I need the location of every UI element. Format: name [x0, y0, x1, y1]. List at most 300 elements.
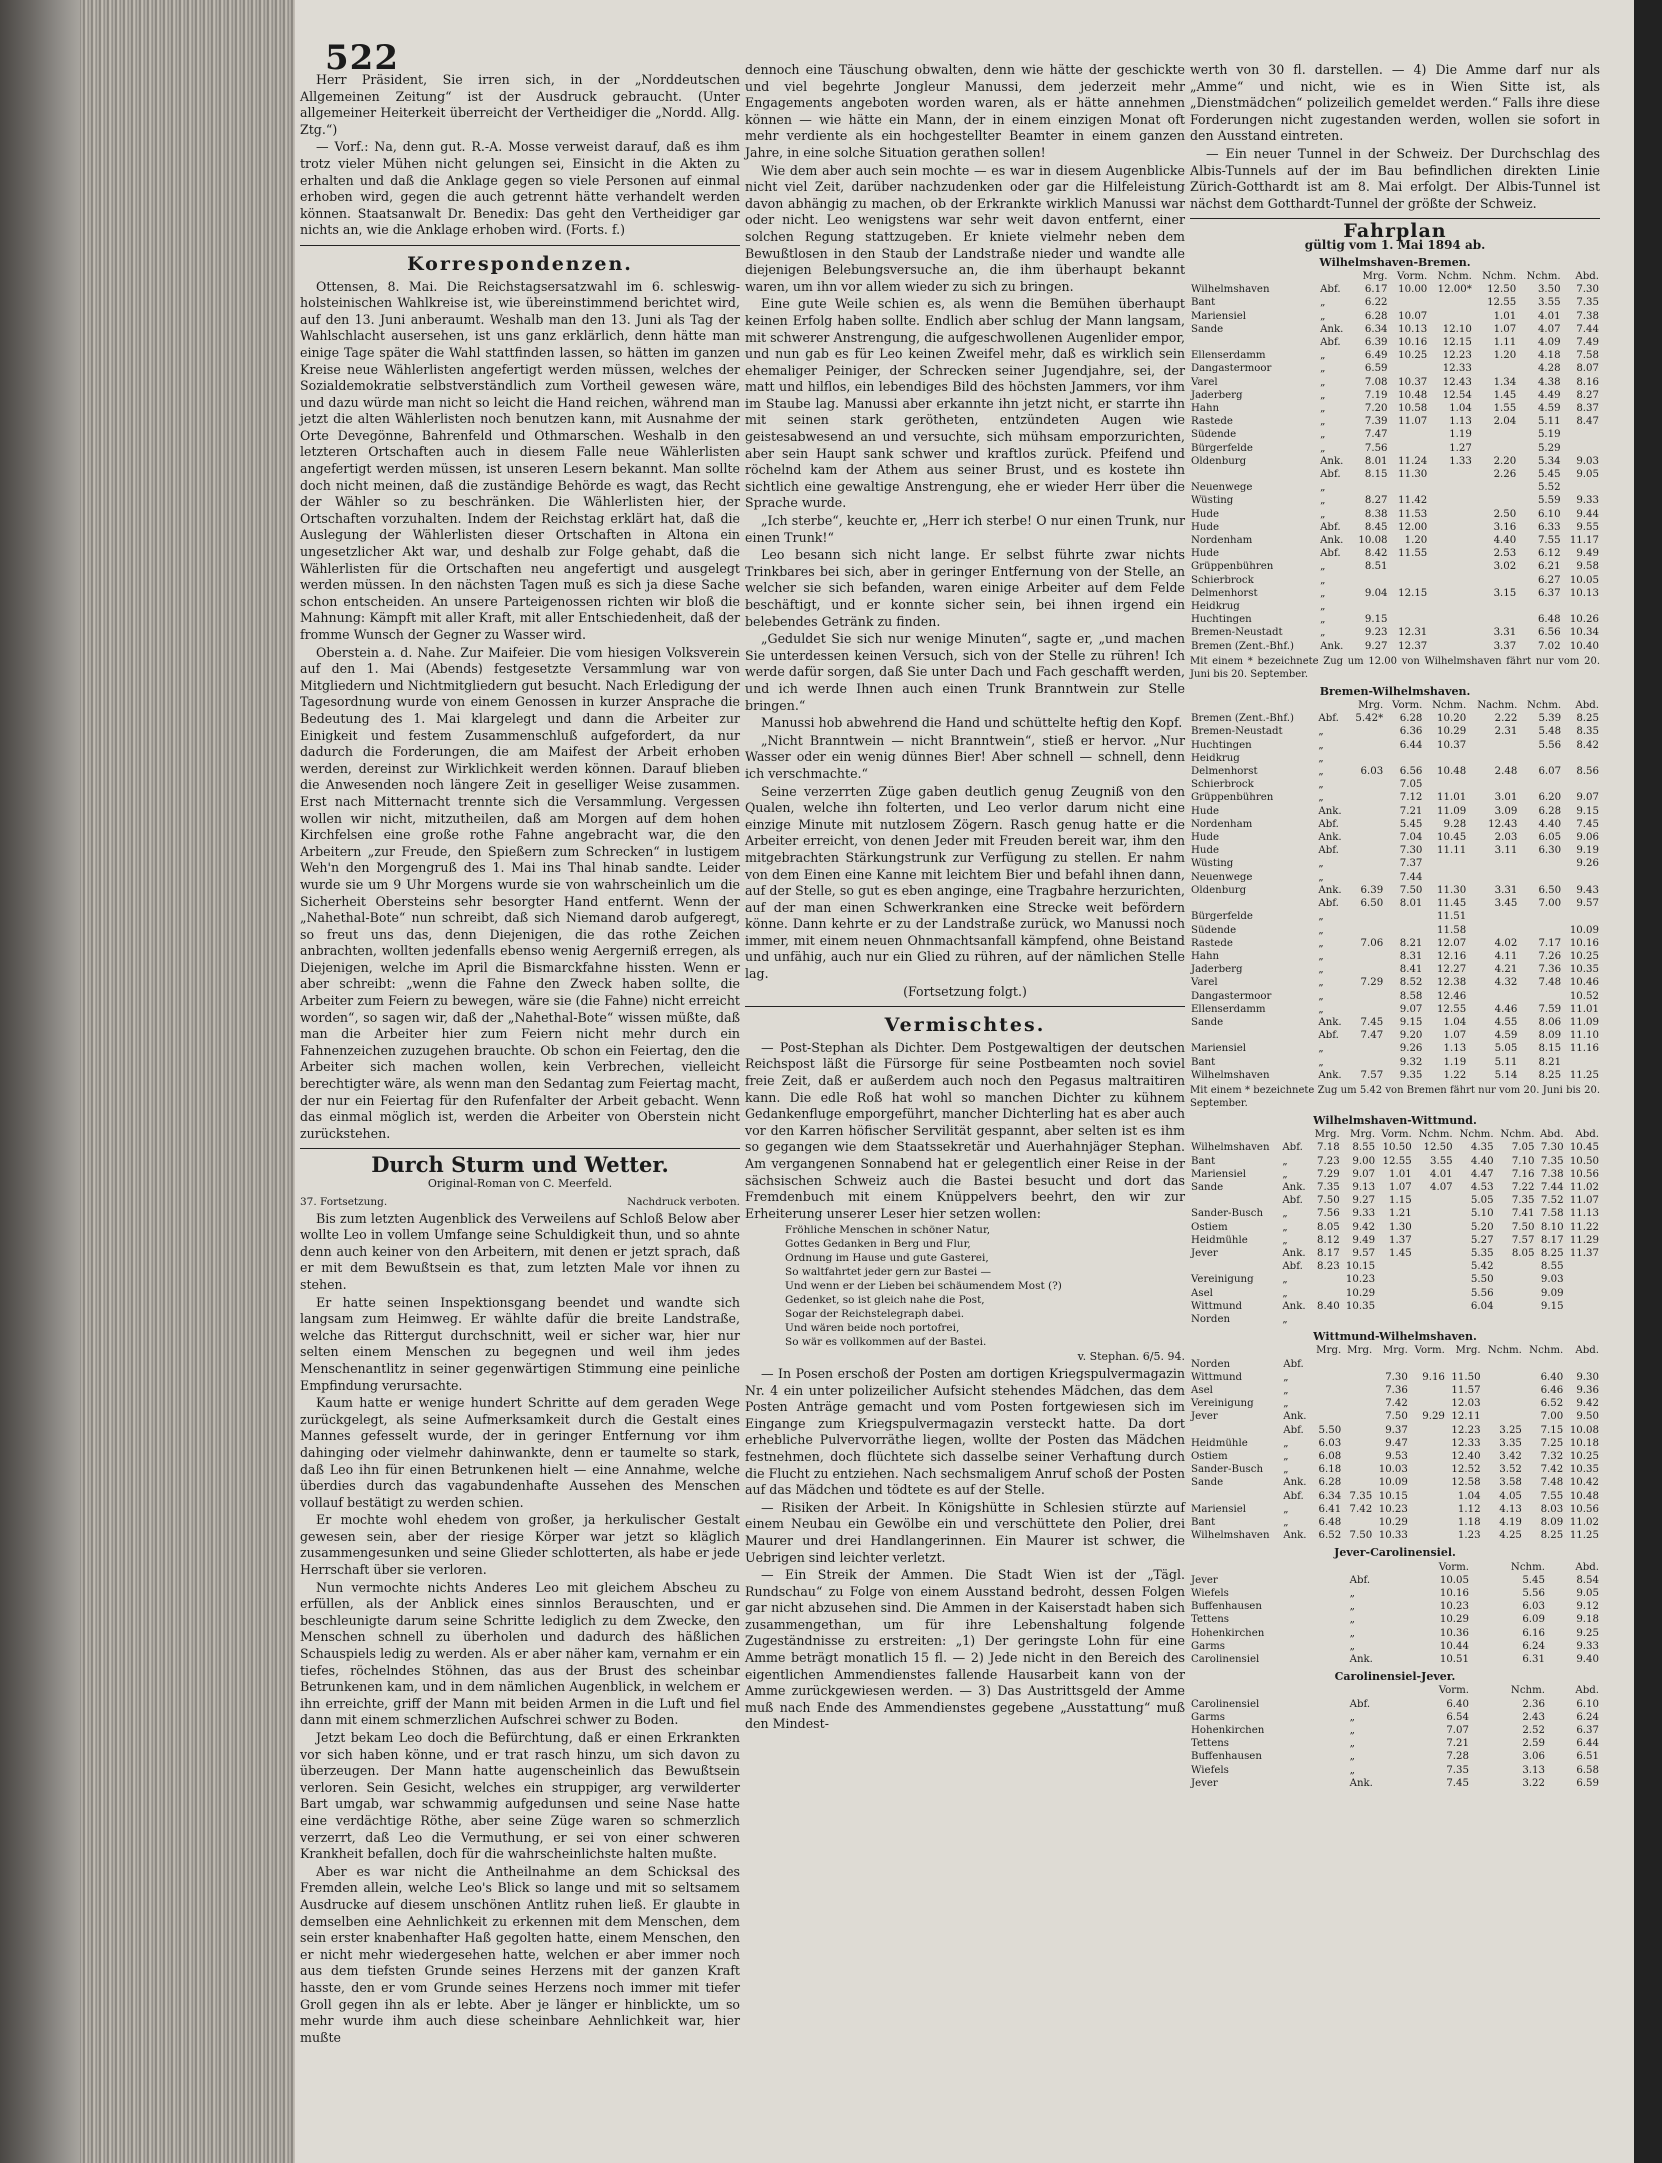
departure-time [1446, 1358, 1482, 1371]
timetable-row [1190, 990, 1600, 1003]
departure-time: 7.36 [1538, 964, 1562, 976]
timetable-row [1190, 283, 1600, 296]
departure-time: 9.26 [1399, 1043, 1423, 1055]
departure-time: 6.20 [1538, 792, 1562, 804]
departure-time: 9.19 [1576, 845, 1599, 857]
arrival-departure-mark: „ [1320, 495, 1326, 507]
timetable-row [1190, 547, 1600, 560]
departure-time: 10.52 [1569, 990, 1599, 1002]
departure-time [1428, 587, 1473, 600]
timetable-row [1190, 1247, 1600, 1260]
departure-time: 7.55 [1540, 1490, 1564, 1502]
departure-time: 6.44 [1576, 1738, 1599, 1750]
timetable-row [1190, 534, 1600, 547]
departure-time: 6.40 [1540, 1371, 1564, 1383]
departure-time [1413, 1207, 1454, 1220]
departure-time [1376, 1300, 1413, 1313]
departure-time: 2.22 [1494, 713, 1518, 725]
station-name [1190, 1029, 1317, 1042]
departure-time: 3.01 [1494, 792, 1518, 804]
departure-time: 4.46 [1494, 1003, 1518, 1015]
departure-time: 9.00 [1352, 1155, 1376, 1167]
novel-title: Durch Sturm und Wetter. [371, 1152, 669, 1178]
arrival-departure-mark: „ [1283, 1437, 1289, 1449]
departure-time [1409, 1450, 1446, 1463]
departure-time: 8.07 [1576, 363, 1599, 375]
departure-time: 6.04 [1470, 1300, 1494, 1312]
timetable-row [1190, 1424, 1600, 1437]
departure-time: 5.48 [1538, 726, 1562, 738]
station-name: Hude [1191, 508, 1219, 520]
arrival-departure-mark: „ [1349, 1614, 1355, 1626]
timetable-header-cell [1190, 1128, 1281, 1141]
departure-time: 4.07 [1537, 323, 1561, 335]
departure-time: 11.10 [1569, 1030, 1599, 1042]
departure-time [1467, 910, 1518, 923]
departure-time [1473, 442, 1517, 455]
arrival-departure-mark: „ [1349, 1751, 1355, 1763]
departure-time: 7.57 [1511, 1234, 1535, 1246]
departure-time: 7.26 [1538, 950, 1562, 962]
station-name: Bremen-Neustadt [1191, 627, 1283, 639]
arrival-departure-mark: „ [1318, 752, 1324, 764]
arrival-departure-mark: Abf. [1283, 1424, 1304, 1436]
departure-time: 12.40 [1451, 1451, 1481, 1463]
station-name: Delmenhorst [1191, 766, 1258, 778]
departure-time: 4.11 [1494, 950, 1518, 962]
departure-time: 12.33 [1442, 363, 1472, 375]
departure-time [1428, 600, 1473, 613]
novel-meta [300, 1195, 740, 1209]
arrival-departure-mark: Abf. [1318, 845, 1339, 857]
page-number: 522 [325, 38, 399, 78]
departure-time: 8.45 [1364, 521, 1388, 533]
arrival-departure-mark: Abf. [1318, 818, 1339, 830]
departure-time: 7.56 [1364, 442, 1388, 454]
timetable-header-row [1190, 1561, 1600, 1574]
departure-time: 11.30 [1398, 469, 1428, 480]
departure-time: 8.54 [1576, 1574, 1599, 1586]
departure-time [1409, 1358, 1446, 1371]
departure-time: 11.02 [1569, 1181, 1599, 1193]
departure-time [1413, 1273, 1454, 1286]
departure-time: 6.08 [1318, 1451, 1342, 1463]
news-item-stephan: — Post-Stephan als Dichter. Dem Postgewaltigen der deutschen Reichspost läßt die Fürsorge für seine Postbeamten noch soviel freie Zeit, daß er außerdem auch noch den Pegasus maltraitiren kann. Die edle Roß hat wohl so manchen Dichter zu kühnem Gedankenfluge emporgeführt, mancher Dichterling hat es aber auch vor den Karren höfischer Servilität gespannt, aber selten ist es ihm so gegangen wie dem Staatssekretär und Auerhahnjäger Stephan. Am vergangenen Sonnabend hat er gelegentlich einer Reise in der sächsischen Schweiz auch die Bastei besucht und dort das Fremdenbuch mit einem Knüppelvers beehrt, den wir zur Erheiterung unserer Leser hier setzen wollen: [745, 1039, 1185, 1221]
timetable-header-cell: Mrg. [1350, 1129, 1376, 1141]
departure-time: 7.35 [1349, 1490, 1373, 1502]
arrival-departure-mark: Ank. [1282, 1247, 1306, 1259]
departure-time: 6.37 [1537, 587, 1561, 599]
departure-time [1409, 1476, 1446, 1489]
departure-time: 6.24 [1576, 1711, 1599, 1723]
departure-time: 1.04 [1443, 1016, 1467, 1028]
departure-time: 7.18 [1317, 1142, 1340, 1154]
arrival-departure-mark: „ [1283, 1517, 1289, 1529]
departure-time [1482, 1358, 1523, 1371]
timetable-row [1190, 1141, 1600, 1154]
timetable-row [1190, 1168, 1600, 1181]
arrival-departure-mark: Ank. [1282, 1181, 1306, 1193]
station-name: Wüsting [1191, 495, 1234, 507]
timetable-header-cell: Vorm. [1396, 270, 1428, 282]
departure-time: 1.45 [1493, 389, 1517, 401]
departure-time [1348, 831, 1384, 844]
departure-time [1428, 626, 1473, 639]
departure-time: 5.20 [1470, 1221, 1494, 1233]
departure-time [1428, 534, 1473, 547]
poem-signature: v. Stephan. 6/5. 94. [1077, 1350, 1185, 1364]
departure-time [1310, 1287, 1341, 1300]
departure-time [1342, 1516, 1373, 1529]
departure-time: 8.15 [1538, 1043, 1562, 1055]
departure-time: 10.45 [1569, 1142, 1599, 1154]
departure-time [1376, 1287, 1413, 1300]
departure-time: 8.55 [1540, 1261, 1564, 1273]
station-name: Südende [1191, 429, 1237, 441]
departure-time [1350, 600, 1388, 613]
departure-time [1348, 778, 1384, 791]
station-name: Carolinensiel [1191, 1654, 1260, 1666]
departure-time: 6.16 [1522, 1627, 1545, 1639]
departure-time: 12.46 [1437, 990, 1467, 1002]
departure-time: 11.57 [1451, 1385, 1481, 1396]
poem-line: Ordnung im Hause und gute Gasterei, [785, 1252, 989, 1265]
departure-time: 11.09 [1437, 805, 1467, 817]
departure-time: 10.29 [1345, 1287, 1376, 1299]
timetable-row [1190, 428, 1600, 441]
arrival-departure-mark: „ [1282, 1234, 1288, 1246]
arrival-departure-mark: „ [1320, 561, 1326, 573]
timetable-row [1190, 1221, 1600, 1234]
timetable-row [1190, 1042, 1600, 1055]
departure-time: 8.23 [1317, 1261, 1340, 1273]
arrival-departure-mark: Ank. [1349, 1654, 1373, 1666]
station-name: Dangastermoor [1191, 363, 1272, 375]
departure-time [1409, 1529, 1446, 1542]
departure-time: 11.25 [1569, 1530, 1599, 1542]
timetable-row [1190, 402, 1600, 415]
station-name: Sander-Busch [1191, 1208, 1264, 1220]
timetable-row [1190, 778, 1600, 791]
departure-time: 4.40 [1493, 535, 1517, 547]
departure-time: 6.58 [1576, 1764, 1599, 1776]
departure-time: 9.13 [1352, 1181, 1376, 1193]
station-name: Jaderberg [1191, 964, 1243, 976]
departure-time [1342, 1463, 1373, 1476]
departure-time: 11.55 [1398, 548, 1428, 560]
departure-time: 4.05 [1499, 1490, 1522, 1502]
arrival-departure-mark: „ [1320, 627, 1326, 639]
departure-time: 6.59 [1364, 363, 1388, 375]
station-name: Rastede [1191, 937, 1233, 949]
departure-time: 4.07 [1429, 1181, 1453, 1193]
timetable-table [1190, 1684, 1600, 1790]
departure-time: 7.28 [1446, 1751, 1470, 1763]
departure-time: 9.04 [1364, 587, 1388, 599]
timetable-header-cell: Mrg. [1455, 1345, 1481, 1357]
station-name: Bant [1191, 297, 1216, 309]
departure-time: 8.55 [1352, 1142, 1376, 1154]
departure-time: 12.31 [1398, 627, 1428, 639]
timetable-row [1190, 1003, 1600, 1016]
timetable-row [1190, 1358, 1600, 1371]
departure-time [1350, 481, 1388, 494]
departure-time: 8.25 [1540, 1530, 1564, 1542]
departure-time: 2.03 [1494, 832, 1518, 844]
novel-paragraph: „Nicht Branntwein — nicht Branntwein“, stieß er hervor. „Nur Wasser oder ein wenig dünnes Bier! Aber schnell — schnell, denn ich verschmachte.“ [745, 732, 1185, 781]
timetable-header-cell: Nchm. [1437, 270, 1472, 282]
timetable-row [1190, 739, 1600, 752]
arrival-departure-mark: „ [1318, 977, 1324, 989]
departure-time: 7.50 [1385, 1411, 1408, 1423]
timetable-row [1190, 1155, 1600, 1168]
departure-time [1428, 494, 1473, 507]
departure-time: 7.45 [1576, 818, 1599, 830]
timetable-row [1190, 752, 1600, 765]
departure-time: 7.12 [1399, 792, 1423, 804]
timetable-row [1190, 897, 1600, 910]
departure-time [1342, 1450, 1373, 1463]
departure-time: 6.28 [1538, 805, 1562, 817]
novel-paragraph: „Geduldet Sie sich nur wenige Minuten“, sagte er, „und machen Sie unterdessen keinen Versuch, sich von der Stelle zu rühren! Ich werde dafür sorgen, daß Sie unter Dach und Fach geschafft werden, und ich werde Ihnen auch einen Trunk Branntwein zur Stelle bringen.“ [745, 631, 1185, 713]
departure-time: 6.50 [1538, 884, 1562, 896]
departure-time [1428, 481, 1473, 494]
departure-time: 5.56 [1538, 739, 1562, 751]
departure-time [1384, 924, 1423, 937]
timetable-row [1190, 1490, 1600, 1503]
timetable-header-row [1190, 1128, 1600, 1141]
departure-time: 5.42 [1470, 1261, 1494, 1273]
departure-time: 12.55 [1382, 1155, 1412, 1167]
departure-time: 9.15 [1576, 805, 1599, 817]
departure-time: 3.35 [1499, 1437, 1522, 1449]
timetable-row [1190, 1600, 1600, 1613]
departure-time: 3.13 [1522, 1764, 1545, 1776]
timetable-row [1190, 1640, 1600, 1653]
timetable-row [1190, 1737, 1600, 1750]
timetable-header-cell: Abd. [1575, 270, 1599, 282]
departure-time [1376, 1273, 1413, 1286]
departure-time [1473, 613, 1517, 626]
station-name: Wittmund [1191, 1300, 1243, 1312]
timetable-row [1190, 950, 1600, 963]
departure-time: 7.59 [1538, 1003, 1562, 1015]
timetable-header-cell [1281, 1128, 1310, 1141]
timetable-row [1190, 924, 1600, 937]
novel-paragraph: dennoch eine Täuschung obwalten, denn wie hätte der geschickte und viel begehrte Jongleur Manussi, dem jederzeit mehr Engagements angeboten worden waren, als er hätte annehmen können — wie hätte ein Mann, der in einem einzigen Monat oft mehr verdiente als ein hochgestellter Beamter in einem ganzen Jahre, in eine solche Situation gerathen sollen! [745, 62, 1185, 160]
timetable-row [1190, 560, 1600, 573]
departure-time: 7.21 [1399, 805, 1423, 817]
arrival-departure-mark: Abf. [1282, 1142, 1303, 1154]
departure-time [1348, 950, 1384, 963]
station-name: Buffenhausen [1191, 1601, 1262, 1613]
departure-time: 11.30 [1437, 884, 1467, 896]
arrival-departure-mark: „ [1318, 964, 1324, 976]
departure-time [1562, 752, 1600, 765]
departure-time: 1.23 [1457, 1530, 1481, 1542]
arrival-departure-mark: Abf. [1318, 1030, 1339, 1042]
departure-time: 9.57 [1352, 1247, 1376, 1259]
station-name: Bant [1191, 1056, 1216, 1068]
departure-time: 7.37 [1399, 858, 1423, 870]
departure-time [1311, 1397, 1342, 1410]
departure-time: 7.50 [1349, 1530, 1373, 1542]
timetable-table [1190, 699, 1600, 1082]
departure-time: 6.05 [1538, 832, 1562, 844]
departure-time: 6.44 [1399, 739, 1423, 751]
arrival-departure-mark: „ [1318, 950, 1324, 962]
arrival-departure-mark: Ank. [1320, 455, 1344, 467]
departure-time: 2.36 [1522, 1698, 1545, 1710]
departure-time: 6.21 [1537, 561, 1561, 573]
departure-time: 4.53 [1470, 1181, 1494, 1193]
departure-time: 9.06 [1576, 832, 1599, 844]
timetable-header-cell: Mrg. [1314, 1129, 1340, 1141]
novel-to-be-continued: (Fortsetzung folgt.) [903, 983, 1027, 999]
timetable-header-cell: Nchm. [1459, 1129, 1494, 1141]
poem-line: Und wenn er der Lieben bei schäumendem Most (?) [785, 1280, 1062, 1293]
departure-time [1409, 1463, 1446, 1476]
timetable-row [1190, 1287, 1600, 1300]
departure-time: 10.13 [1398, 323, 1428, 335]
arrival-departure-mark: „ [1320, 601, 1326, 613]
departure-time: 5.27 [1470, 1234, 1494, 1246]
arrival-departure-mark: „ [1349, 1588, 1355, 1600]
arrival-departure-mark: „ [1320, 402, 1326, 414]
departure-time: 11.16 [1569, 1043, 1599, 1055]
departure-time [1384, 910, 1423, 923]
departure-time: 7.42 [1540, 1464, 1564, 1476]
departure-time: 3.58 [1499, 1477, 1522, 1489]
departure-time: 3.25 [1499, 1424, 1522, 1436]
arrival-departure-mark: „ [1349, 1601, 1355, 1613]
station-name: Grüppenbühren [1191, 792, 1274, 804]
departure-time: 6.03 [1522, 1601, 1545, 1613]
timetable-table [1190, 1344, 1600, 1542]
timetable-header-cell: Nchm. [1510, 1685, 1545, 1697]
departure-time: 9.03 [1576, 455, 1599, 467]
departure-time: 8.25 [1540, 1247, 1564, 1259]
departure-time: 11.01 [1437, 792, 1467, 804]
divider [1190, 218, 1600, 219]
novel-paragraph: Wie dem aber auch sein mochte — es war in diesem Augenblicke nicht viel Zeit, darüber nachzudenken oder gar die Hilfeleistung davon abhängig zu machen, ob der Erkrankte wirklich Manussi war oder nicht. Leo wenigstens war sehr weit davon entfernt, einer solchen Regung stattzugeben. Er kniete vielmehr neben dem Bewußtlosen in den Staub der Landstraße nieder und wandte alle diejenigen Belebungsversuche an, die ihm überhaupt bekannt waren, um ihn vor allem wieder zu sich zu bringen. [745, 162, 1185, 294]
departure-time: 1.04 [1457, 1490, 1481, 1502]
timetable-row [1190, 296, 1600, 309]
departure-time: 3.42 [1499, 1451, 1522, 1463]
station-name: Asel [1191, 1385, 1213, 1396]
timetable-header-cell: Nchm. [1482, 270, 1517, 282]
departure-time [1341, 1313, 1376, 1326]
departure-time [1467, 990, 1518, 1003]
departure-time: 6.40 [1446, 1698, 1470, 1710]
departure-time: 9.42 [1576, 1398, 1599, 1410]
departure-time: 8.47 [1576, 416, 1599, 428]
departure-time [1348, 752, 1384, 765]
departure-time: 10.16 [1439, 1588, 1470, 1600]
departure-time: 8.25 [1576, 713, 1599, 725]
departure-time [1409, 1503, 1446, 1516]
timetable-row [1190, 871, 1600, 884]
station-name: Hude [1191, 805, 1219, 817]
novel-paragraph: Er mochte wohl ehedem von großer, ja herkulischer Gestalt gewesen sein, aber der riesige Körper war jetzt so kläglich zusammengesunken und seine Glieder schlotterten, als habe er jede Herrschaft über sie verloren. [300, 1512, 740, 1578]
departure-time: 2.48 [1494, 766, 1518, 778]
timetable-header-row [1190, 699, 1600, 712]
timetable-header-cell [1190, 1561, 1349, 1574]
departure-time: 10.15 [1378, 1490, 1408, 1502]
departure-time: 7.35 [1540, 1155, 1564, 1167]
trial-text: — Vorf.: Na, denn gut. R.-A. Mosse verweist darauf, daß es ihm trotz vieler Mühen nicht gelungen sei, Einsicht in die Akten zu erhalten und daß die Anklage gegen so viele Personen auf einmal erhoben wird, gegen die auch getrennt hätte verhandelt werden können. Staatsanwalt Dr. Benedix: Das geht den Vertheidiger gar nichts an, wie die Anklage erhoben wird. (Forts. f.) [300, 139, 740, 238]
arrival-departure-mark: „ [1320, 297, 1326, 309]
departure-time: 9.43 [1576, 884, 1599, 896]
arrival-departure-mark: „ [1318, 726, 1324, 738]
departure-time: 1.55 [1493, 402, 1517, 414]
arrival-departure-mark: Abf. [1283, 1358, 1304, 1370]
station-name: Hohenkirchen [1191, 1725, 1265, 1737]
departure-time [1409, 1437, 1446, 1450]
departure-time: 10.15 [1345, 1261, 1376, 1273]
station-name: Neuenwege [1191, 871, 1253, 883]
station-name: Ostiem [1191, 1451, 1228, 1463]
novel-paragraph: „Ich sterbe“, keuchte er, „Herr ich sterbe! O nur einen Trunk, nur einen Trunk!“ [745, 513, 1185, 545]
station-name: Heidkrug [1191, 752, 1240, 764]
timetable-header-cell: Nchm. [1432, 700, 1467, 712]
news-item-koenigshuette: — Risiken der Arbeit. In Königshütte in Schlesien stürzte auf einem Neubau ein Gewölbe ein und verschüttete den Polier, drei Maurer und drei Handlangerinnen. Ein Maurer ist schwer, die Uebrigen sind leichter verletzt. [745, 1499, 1185, 1565]
novel-paragraph: Seine verzerrten Züge gaben deutlich genug Zeugniß von den Qualen, welche ihn folterten, und Leo verlor darum nicht eine einzige Minute mit nutzlosem Zögern. Rasch genug hatte er die Arbeiter erreicht, von denen Jeder mit Freuden bereit war, ihm den mitgebrachten Stärkungstrunk zur Verfügung zu stellen. Er nahm von dem Einen eine Kanne mit leichtem Bier und befahl ihnen dann, auf der Stelle, so gut es eben anginge, eine Tragbahre herzurichten, auf der man einen Schwerkranken eine Strecke weit befördern könne. Dann kehrte er zu der Landstraße zurück, wo Manussi noch immer, mit einem neuen Ohnmachtsanfall kämpfend, ohne Beistand und unfähig, auch nur ein Glied zu rühren, auf der nämlichen Stelle lag. [745, 783, 1185, 982]
departure-time: 12.50 [1423, 1142, 1453, 1154]
timetable-section-title: Wittmund-Wilhelmshaven. [1313, 1330, 1477, 1344]
departure-time [1428, 508, 1473, 521]
departure-time: 10.18 [1569, 1437, 1599, 1449]
timetable-row [1190, 712, 1600, 725]
departure-time [1473, 600, 1517, 613]
station-name: Sander-Busch [1191, 1464, 1264, 1476]
arrival-departure-mark: „ [1320, 482, 1326, 494]
departure-time: 7.29 [1317, 1168, 1340, 1180]
departure-time [1518, 924, 1562, 937]
departure-time: 6.30 [1538, 845, 1562, 857]
departure-time: 1.45 [1389, 1247, 1412, 1259]
station-name: Nordenham [1191, 535, 1253, 547]
departure-time: 10.25 [1569, 950, 1599, 962]
station-name: Huchtingen [1191, 739, 1252, 751]
departure-time: 5.45 [1537, 469, 1561, 480]
departure-time: 7.08 [1364, 376, 1388, 388]
departure-time [1517, 600, 1561, 613]
departure-time: 9.49 [1576, 548, 1599, 560]
station-name: Hude [1191, 548, 1219, 560]
departure-time: 5.14 [1494, 1069, 1518, 1081]
departure-time: 7.44 [1576, 323, 1599, 335]
timetable-row [1190, 1653, 1600, 1666]
departure-time [1473, 574, 1517, 587]
station-name: Bürgerfelde [1191, 911, 1253, 923]
timetable-header-cell: Mrg. [1362, 270, 1388, 282]
departure-time: 10.25 [1398, 350, 1428, 362]
poem-line: Und wären beide noch portofrei, [785, 1322, 960, 1335]
timetable-row [1190, 600, 1600, 613]
departure-time [1384, 752, 1423, 765]
timetable-row [1190, 310, 1600, 323]
timetable-row [1190, 1273, 1600, 1286]
timetable-row [1190, 613, 1600, 626]
departure-time [1310, 1313, 1341, 1326]
departure-time [1482, 1384, 1523, 1397]
arrival-departure-mark: Ank. [1283, 1411, 1307, 1423]
timetable-header-cell [1349, 1684, 1402, 1697]
departure-time [1565, 1287, 1600, 1300]
departure-time: 6.59 [1576, 1777, 1599, 1789]
arrival-departure-mark: Ank. [1283, 1530, 1307, 1542]
